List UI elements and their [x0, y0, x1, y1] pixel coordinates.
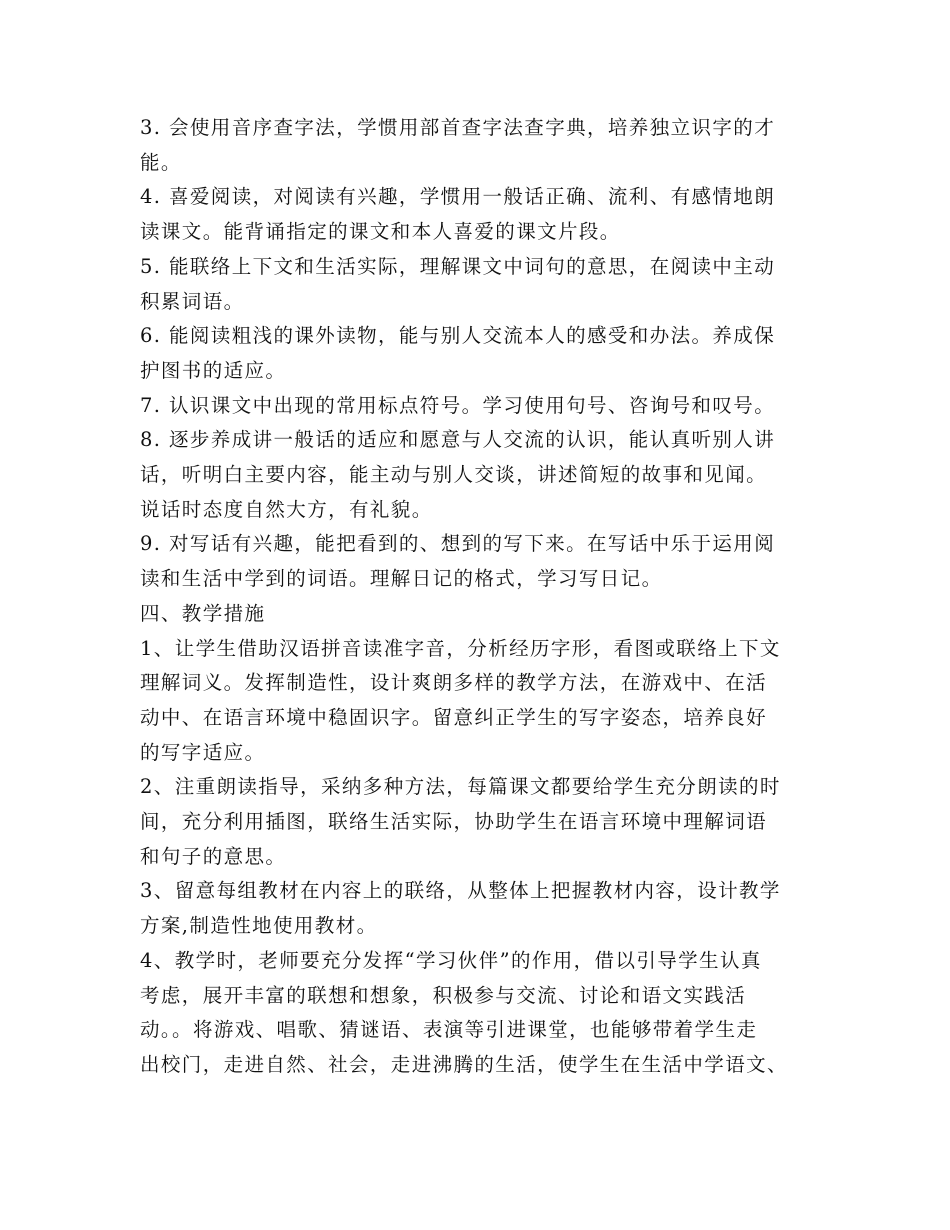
text-line: 1、让学生借助汉语拼音读准字音，分析经历字形，看图或联络上下文 — [140, 636, 781, 660]
paragraph — [140, 423, 830, 527]
text-line: 说话时态度自然大方，有礼貌。 — [140, 497, 433, 521]
text-line: 的写字适应。 — [140, 740, 266, 764]
text-line: 7. 认识课文中出现的常用标点符号。学习使用句号、咨询号和叹号。 — [140, 393, 776, 417]
text-line: 读和生活中学到的词语。理解日记的格式，学习写日记。 — [140, 567, 663, 591]
text-line: 考虑，展开丰富的联想和想象，积极参与交流、讨论和语文实践活 — [140, 983, 747, 1007]
text-line: 和句子的意思。 — [140, 844, 287, 868]
paragraph — [140, 874, 830, 943]
paragraph — [140, 944, 830, 1083]
paragraph — [140, 389, 830, 424]
document-body — [140, 111, 830, 1083]
text-line: 3. 会使用音序查字法，学惯用部首查字法查字典，培养独立识字的才 — [140, 116, 776, 139]
paragraph — [140, 111, 830, 180]
text-line: 话，听明白主要内容，能主动与别人交谈，讲述简短的故事和见闻。 — [140, 463, 768, 487]
text-line: 2、注重朗读指导，采纳多种方法，每篇课文都要给学生充分朗读的时 — [140, 775, 781, 799]
text-line: 间，充分利用插图，联络生活实际，协助学生在语言环境中理解词语 — [140, 810, 768, 834]
text-line: 出校门，走进自然、社会，走进沸腾的生活，使学生在生活中学语文、 — [140, 1052, 788, 1076]
text-line: 方案,制造性地使用教材。 — [140, 914, 378, 938]
text-line: 能。 — [140, 150, 182, 174]
text-line: 9. 对写话有兴趣，能把看到的、想到的写下来。在写话中乐于运用阅 — [140, 532, 776, 556]
text-line: 理解词义。发挥制造性，设计爽朗多样的教学方法，在游戏中、在活 — [140, 671, 768, 695]
text-line: 动。。将游戏、唱歌、猜谜语、表演等引进课堂，也能够带着学生走 — [140, 1018, 758, 1042]
text-line: 护图书的适应。 — [140, 358, 287, 382]
text-line: 5. 能联络上下文和生活实际，理解课文中词句的意思，在阅读中主动 — [140, 254, 776, 278]
text-line: 四、教学措施 — [140, 601, 266, 625]
paragraph — [140, 319, 830, 388]
paragraph — [140, 770, 830, 874]
text-line: 8. 逐步养成讲一般话的适应和愿意与人交流的认识，能认真听别人讲 — [140, 428, 776, 452]
paragraph — [140, 597, 830, 632]
text-line: 6. 能阅读粗浅的课外读物，能与别人交流本人的感受和办法。养成保 — [140, 324, 776, 348]
text-line: 3、留意每组教材在内容上的联络，从整体上把握教材内容，设计教学 — [140, 879, 781, 903]
paragraph — [140, 250, 830, 319]
text-line: 读课文。能背诵指定的课文和本人喜爱的课文片段。 — [140, 220, 621, 244]
paragraph — [140, 180, 830, 249]
paragraph — [140, 632, 830, 771]
paragraph — [140, 527, 830, 596]
text-line: 积累词语。 — [140, 289, 245, 313]
text-line: 动中、在语言环境中稳固识字。留意纠正学生的写字姿态，培养良好 — [140, 705, 768, 729]
text-line: 4、教学时，老师要充分发挥“学习伙伴”的作用，借以引导学生认真 — [140, 948, 762, 972]
text-line: 4. 喜爱阅读，对阅读有兴趣，学惯用一般话正确、流利、有感情地朗 — [140, 185, 776, 209]
